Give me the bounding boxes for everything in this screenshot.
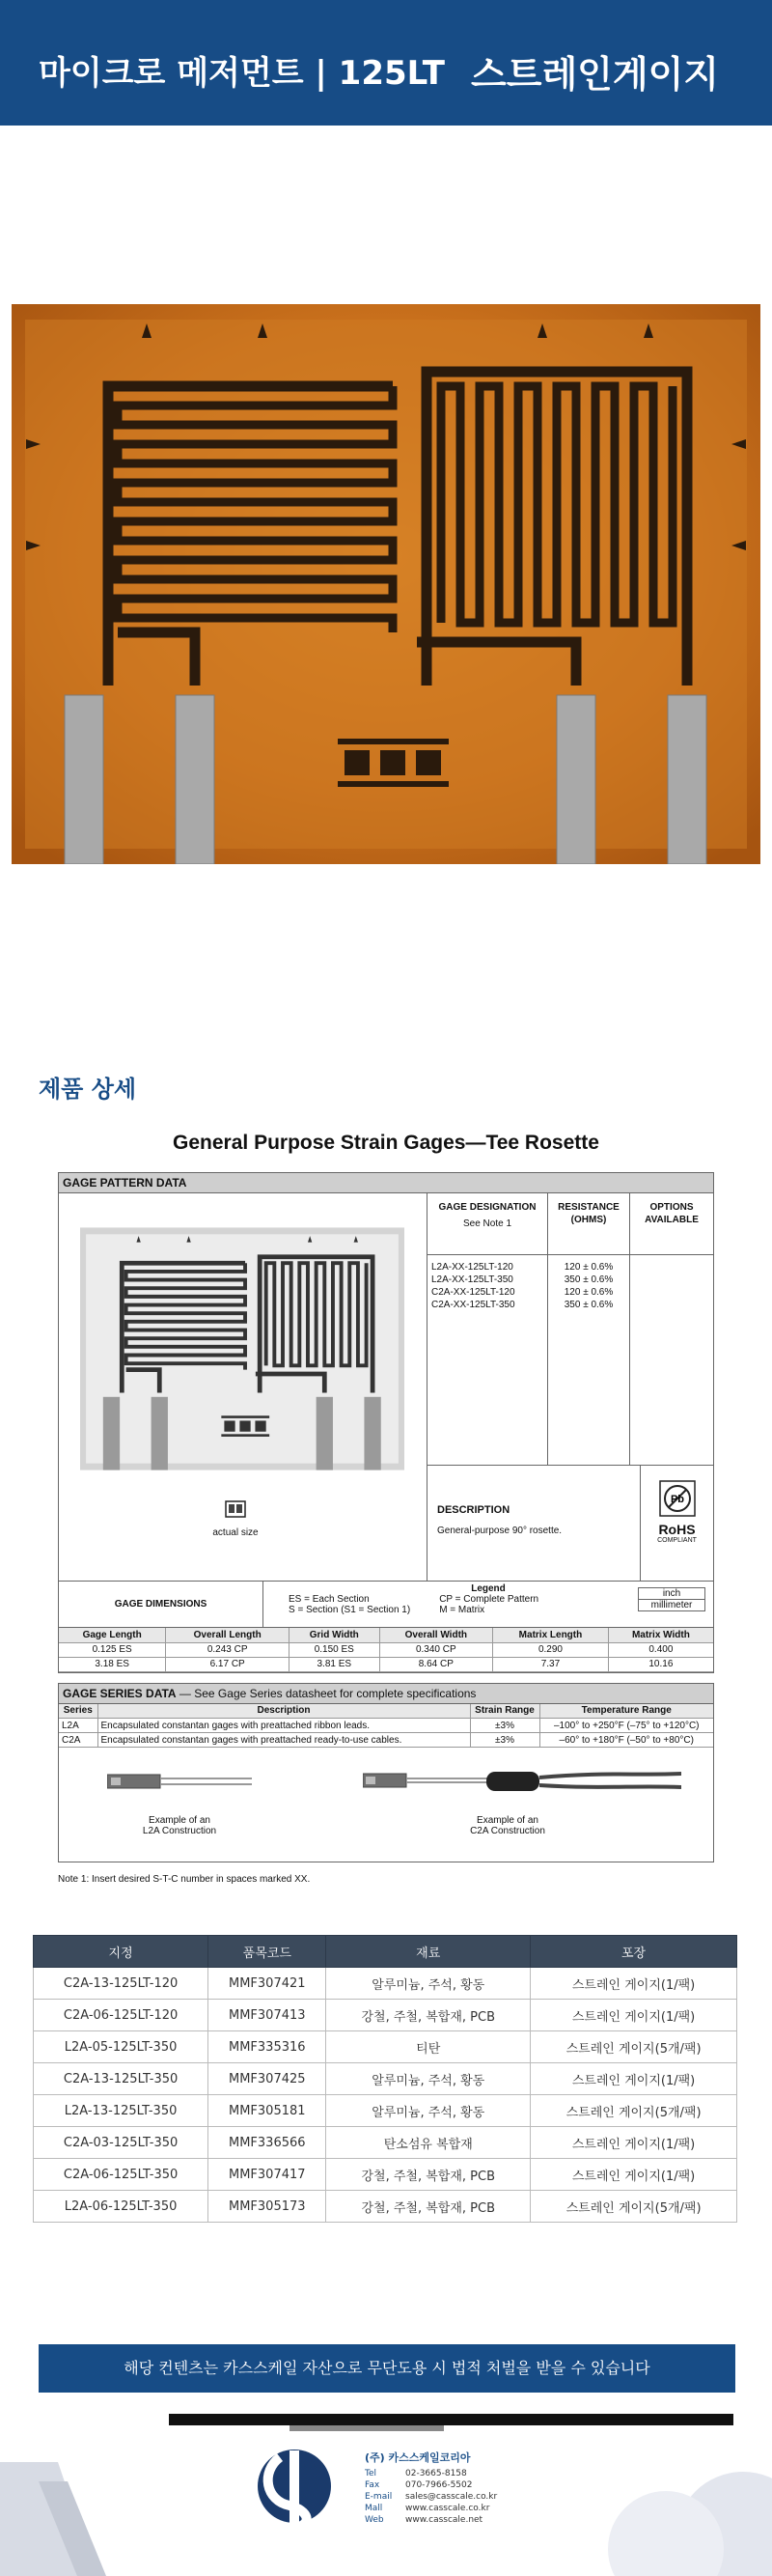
l2a-construction-image: [107, 1767, 252, 1796]
product-cell: C2A-06-125LT-120: [34, 2000, 208, 2031]
dim-mm-cell: 7.37: [493, 1657, 609, 1671]
resistance-item: 120 ± 0.6%: [564, 1287, 614, 1298]
series-title: GAGE SERIES DATA: [63, 1686, 177, 1700]
legend-item: S = Section (S1 = Section 1): [289, 1605, 411, 1615]
unit-mm: millimeter: [650, 1600, 693, 1610]
note: Note 1: Insert desired S-T-C number in spaces marked XX.: [58, 1874, 311, 1885]
description-title: DESCRIPTION: [437, 1504, 510, 1516]
rohs-label: RoHS: [658, 1522, 696, 1537]
product-cell: C2A-06-125LT-350: [34, 2159, 208, 2191]
info-value[interactable]: www.casscale.net: [405, 2515, 483, 2525]
rohs-badge: [641, 1466, 713, 1581]
company-name: (주) 카스스케일코리아: [365, 2451, 471, 2464]
actual-size-label: actual size: [212, 1527, 259, 1538]
product-header: 재료: [326, 1936, 531, 1968]
dim-inch-cell: 0.290: [493, 1642, 609, 1657]
gage-pattern-title: GAGE PATTERN DATA: [59, 1173, 713, 1193]
copyright-notice: 해당 컨텐츠는 카스스케일 자산으로 무단도용 시 법적 처벌을 받을 수 있습니다: [39, 2344, 735, 2393]
product-cell: 스트레인 게이지(1/팩): [531, 2063, 737, 2095]
unit-inch: inch: [639, 1588, 704, 1600]
product-cell: L2A-13-125LT-350: [34, 2095, 208, 2127]
dim-header: Overall Length: [166, 1628, 290, 1642]
datasheet: [58, 1128, 714, 1885]
designation-item: C2A-XX-125LT-350: [431, 1300, 515, 1310]
product-cell: 알루미늄, 주석, 황동: [326, 2095, 531, 2127]
product-cell: 강철, 주철, 복합재, PCB: [326, 2191, 531, 2223]
product-cell: 스트레인 게이지(1/팩): [531, 2000, 737, 2031]
series-cell: C2A: [59, 1733, 97, 1748]
dim-inch-cell: 0.243 CP: [166, 1642, 290, 1657]
resistance-list: [548, 1255, 629, 1317]
table-row: [34, 2095, 737, 2127]
dim-header: Matrix Width: [608, 1628, 713, 1642]
l2a-caption: Example of an: [149, 1815, 210, 1826]
series-header: Temperature Range: [539, 1704, 713, 1719]
product-cell: L2A-05-125LT-350: [34, 2031, 208, 2063]
legend: [263, 1582, 713, 1627]
product-cell: 스트레인 게이지(5개/팩): [531, 2095, 737, 2127]
product-table: [33, 1935, 737, 2223]
series-table: [59, 1704, 713, 1749]
table-row: [34, 2063, 737, 2095]
datasheet-title: General Purpose Strain Gages—Tee Rosette: [173, 1132, 599, 1154]
company-logo: [258, 2450, 331, 2528]
company-info: [365, 2452, 497, 2526]
product-cell: MMF305181: [208, 2095, 326, 2127]
series-header: Series: [59, 1704, 97, 1719]
pb-free-text: Pb: [670, 1494, 684, 1505]
product-header: 품목코드: [208, 1936, 326, 1968]
series-cell: –100° to +250°F (–75° to +120°C): [539, 1719, 713, 1733]
series-cell: ±3%: [470, 1733, 539, 1748]
gage-pattern-diagram: [80, 1218, 404, 1479]
info-value: 02-3665-8158: [405, 2469, 467, 2478]
product-cell: MMF335316: [208, 2031, 326, 2063]
c2a-caption: C2A Construction: [470, 1826, 545, 1836]
dim-inch-cell: 0.150 ES: [290, 1642, 380, 1657]
resistance-item: 350 ± 0.6%: [564, 1274, 614, 1285]
description-text: General-purpose 90° rosette.: [437, 1526, 563, 1536]
dim-mm-cell: 10.16: [608, 1657, 713, 1671]
pb-free-icon: [658, 1479, 697, 1518]
dim-mm-cell: 6.17 CP: [166, 1657, 290, 1671]
series-header: Strain Range: [470, 1704, 539, 1719]
info-value: 070-7966-5502: [405, 2480, 473, 2490]
gage-pattern-box: [58, 1172, 714, 1673]
product-cell: 스트레인 게이지(1/팩): [531, 2127, 737, 2159]
product-cell: MMF336566: [208, 2127, 326, 2159]
series-header: Description: [97, 1704, 470, 1719]
table-row: [34, 2191, 737, 2223]
product-cell: 알루미늄, 주석, 황동: [326, 2063, 531, 2095]
dim-mm-cell: 8.64 CP: [379, 1657, 493, 1671]
dim-inch-cell: 0.400: [608, 1642, 713, 1657]
designation-item: L2A-XX-125LT-350: [431, 1274, 513, 1285]
legend-item: ES = Each Section: [289, 1594, 370, 1605]
dim-header: Overall Width: [379, 1628, 493, 1642]
legend-item: CP = Complete Pattern: [439, 1594, 539, 1605]
product-header: 포장: [531, 1936, 737, 1968]
table-row: [34, 2031, 737, 2063]
resistance-item: 350 ± 0.6%: [564, 1300, 614, 1310]
dim-mm-cell: 3.18 ES: [59, 1657, 166, 1671]
page-header: [0, 0, 772, 126]
dim-header: Matrix Length: [493, 1628, 609, 1642]
series-box: [58, 1683, 714, 1863]
info-label: Web: [365, 2515, 384, 2525]
dim-inch-cell: 0.340 CP: [379, 1642, 493, 1657]
product-photo: [12, 304, 760, 864]
series-cell: L2A: [59, 1719, 97, 1733]
info-value[interactable]: sales@casscale.co.kr: [405, 2492, 498, 2502]
product-cell: 스트레인 게이지(5개/팩): [531, 2191, 737, 2223]
product-cell: 강철, 주철, 복합재, PCB: [326, 2000, 531, 2031]
series-cell: Encapsulated constantan gages with preattached ribbon leads.: [97, 1719, 470, 1733]
product-cell: 강철, 주철, 복합재, PCB: [326, 2159, 531, 2191]
product-cell: MMF307417: [208, 2159, 326, 2191]
info-label: Mall: [365, 2504, 383, 2513]
table-row: [34, 1968, 737, 2000]
product-cell: 알루미늄, 주석, 황동: [326, 1968, 531, 2000]
col-options: OPTIONS AVAILABLE: [630, 1193, 713, 1255]
table-row: [34, 2127, 737, 2159]
section-title: 제품 상세: [39, 1076, 137, 1103]
designation-item: C2A-XX-125LT-120: [431, 1287, 515, 1298]
resistance-item: 120 ± 0.6%: [564, 1262, 614, 1273]
product-cell: MMF307421: [208, 1968, 326, 2000]
product-cell: C2A-03-125LT-350: [34, 2127, 208, 2159]
product-cell: C2A-13-125LT-350: [34, 2063, 208, 2095]
series-sub: — See Gage Series datasheet for complete specifications: [176, 1686, 477, 1700]
product-cell: 스트레인 게이지(5개/팩): [531, 2031, 737, 2063]
dim-inch-cell: 0.125 ES: [59, 1642, 166, 1657]
product-cell: MMF307413: [208, 2000, 326, 2031]
series-cell: ±3%: [470, 1719, 539, 1733]
product-cell: 티탄: [326, 2031, 531, 2063]
dimensions-title: GAGE DIMENSIONS: [59, 1582, 263, 1627]
product-cell: C2A-13-125LT-120: [34, 1968, 208, 2000]
col-designation: GAGE DESIGNATION: [438, 1202, 537, 1213]
info-value[interactable]: www.casscale.co.kr: [405, 2504, 490, 2513]
dimensions-table: [59, 1628, 713, 1672]
legend-item: M = Matrix: [439, 1605, 485, 1615]
dim-mm-cell: 3.81 ES: [290, 1657, 380, 1671]
series-cell: Encapsulated constantan gages with preattached ready-to-use cables.: [97, 1733, 470, 1748]
actual-size-icon: [225, 1500, 246, 1518]
dim-header: Grid Width: [290, 1628, 380, 1642]
product-cell: 스트레인 게이지(1/팩): [531, 2159, 737, 2191]
product-cell: L2A-06-125LT-350: [34, 2191, 208, 2223]
col-resistance: RESISTANCE (OHMS): [548, 1193, 629, 1255]
legend-title: Legend: [471, 1583, 506, 1594]
product-cell: 탄소섬유 복합재: [326, 2127, 531, 2159]
product-cell: 스트레인 게이지(1/팩): [531, 1968, 737, 2000]
product-cell: MMF305173: [208, 2191, 326, 2223]
designation-item: L2A-XX-125LT-120: [431, 1262, 513, 1273]
info-label: Fax: [365, 2480, 380, 2490]
header-title: 마이크로 메저먼트 | 125LT: [39, 54, 445, 93]
table-row: [34, 2159, 737, 2191]
l2a-caption: L2A Construction: [142, 1826, 217, 1836]
info-label: Tel: [365, 2469, 377, 2478]
designation-list: [427, 1255, 547, 1317]
c2a-construction-image: [363, 1762, 681, 1801]
rohs-sub: COMPLIANT: [657, 1537, 697, 1544]
series-cell: –60° to +180°F (–50° to +80°C): [539, 1733, 713, 1748]
dim-header: Gage Length: [59, 1628, 166, 1642]
col-designation-note: See Note 1: [462, 1218, 512, 1229]
c2a-caption: Example of an: [477, 1815, 538, 1826]
product-header: 지정: [34, 1936, 208, 1968]
table-row: [34, 2000, 737, 2031]
header-category: 스트레인게이지: [471, 53, 719, 96]
info-label: E-mail: [365, 2492, 393, 2502]
product-cell: MMF307425: [208, 2063, 326, 2095]
